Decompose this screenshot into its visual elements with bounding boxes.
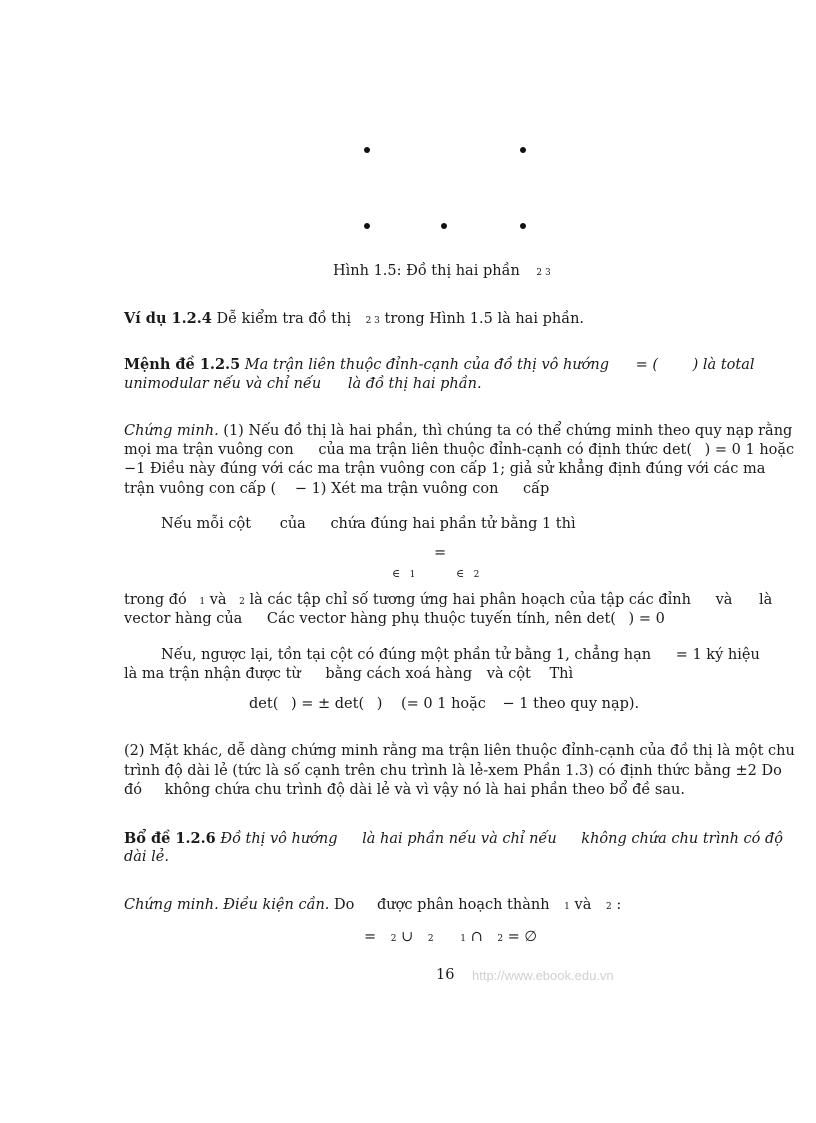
proof1-line-4: trận vuông con cấp ( − 1) Xét ma trận vuông con cấp [124, 481, 550, 497]
lemma-1-2-6: Bổ đề 1.2.6 Đồ thị vô hướng là hai phần nếu và chỉ nếu không chứa chu trình có độ [124, 830, 783, 847]
watermark-url: http://www.ebook.edu.vn [472, 968, 614, 983]
proposition-1-2-5: Mệnh đề 1.2.5 Ma trận liên thuộc đỉnh-cạnh của đồ thị vô hướng = ( ) là total [124, 356, 755, 373]
vertex-bottom-right [520, 223, 526, 229]
vertex-bottom-left [364, 223, 370, 229]
proof1-paragraph-2: Nếu mỗi cột của chứa đúng hai phần tử bằng 1 thì [161, 516, 576, 532]
proof2-line-1: Chứng minh. Điều kiện cần. Do được phân hoạch thành 1 và 2 : [124, 897, 622, 913]
proof1-line-minor: là ma trận nhận được từ bằng cách xoá hàng và cột Thì [124, 666, 574, 682]
proof1-line-partition: trong đó 1 và 2 là các tập chỉ số tương ứng hai phân hoạch của tập các đỉnh và là [124, 592, 773, 608]
vertex-top-right [520, 147, 526, 153]
part2-line-2: trình độ dài lẻ (tức là số cạnh trên chu trình là lẻ-xem Phần 1.3) có định thức bằng ±2 Do [124, 763, 782, 779]
proposition-line-2: unimodular nếu và chỉ nếu là đồ thị hai phần. [124, 376, 482, 392]
proof1-line-3: −1 Điều này đúng với các ma trận vuông con cấp 1; giả sử khẳng định đúng với các ma [124, 461, 766, 477]
proof1-line-rows: vector hàng của Các vector hàng phụ thuộc tuyến tính, nên det( ) = 0 [124, 611, 665, 627]
vertex-top-left [364, 147, 370, 153]
proof1-paragraph-3: Nếu, ngược lại, tồn tại cột có đúng một phần tử bằng 1, chẳng hạn = 1 ký hiệu [161, 647, 760, 663]
page-number: 16 [436, 967, 455, 983]
proof1-line-2: mọi ma trận vuông con của ma trận liên thuộc đỉnh-cạnh có định thức det( ) = 0 1 hoặc [124, 442, 795, 458]
part2-line-1: (2) Mặt khác, dễ dàng chứng minh rằng ma trận liên thuộc đỉnh-cạnh của đồ thị là một chu [124, 743, 795, 759]
equation-index-2: ∈ 2 [456, 567, 480, 580]
part2-line-3: đó không chứa chu trình độ dài lẻ và vì vậy nó là hai phần theo bổ đề sau. [124, 782, 685, 798]
proof1-line-1: Chứng minh. (1) Nếu đồ thị là hai phần, thì chúng ta có thể chứng minh theo quy nạp rằng [124, 423, 793, 439]
lemma-line-2: dài lẻ. [124, 849, 170, 865]
equation-det: det( ) = ± det( ) (= 0 1 hoặc − 1 theo quy nạp). [249, 696, 640, 712]
equation-row-sum: = [434, 545, 447, 561]
vertex-bottom-middle [441, 223, 447, 229]
figure-caption: Hình 1.5: Đồ thị hai phần 2 3 [333, 263, 551, 279]
equation-index-1: ∈ 1 [392, 567, 416, 580]
example-1-2-4: Ví dụ 1.2.4 Dễ kiểm tra đồ thị 2 3 trong Hình 1.5 là hai phần. [124, 310, 585, 327]
equation-partition: = 2 ∪ 2 1 ∩ 2 = ∅ [364, 929, 538, 945]
